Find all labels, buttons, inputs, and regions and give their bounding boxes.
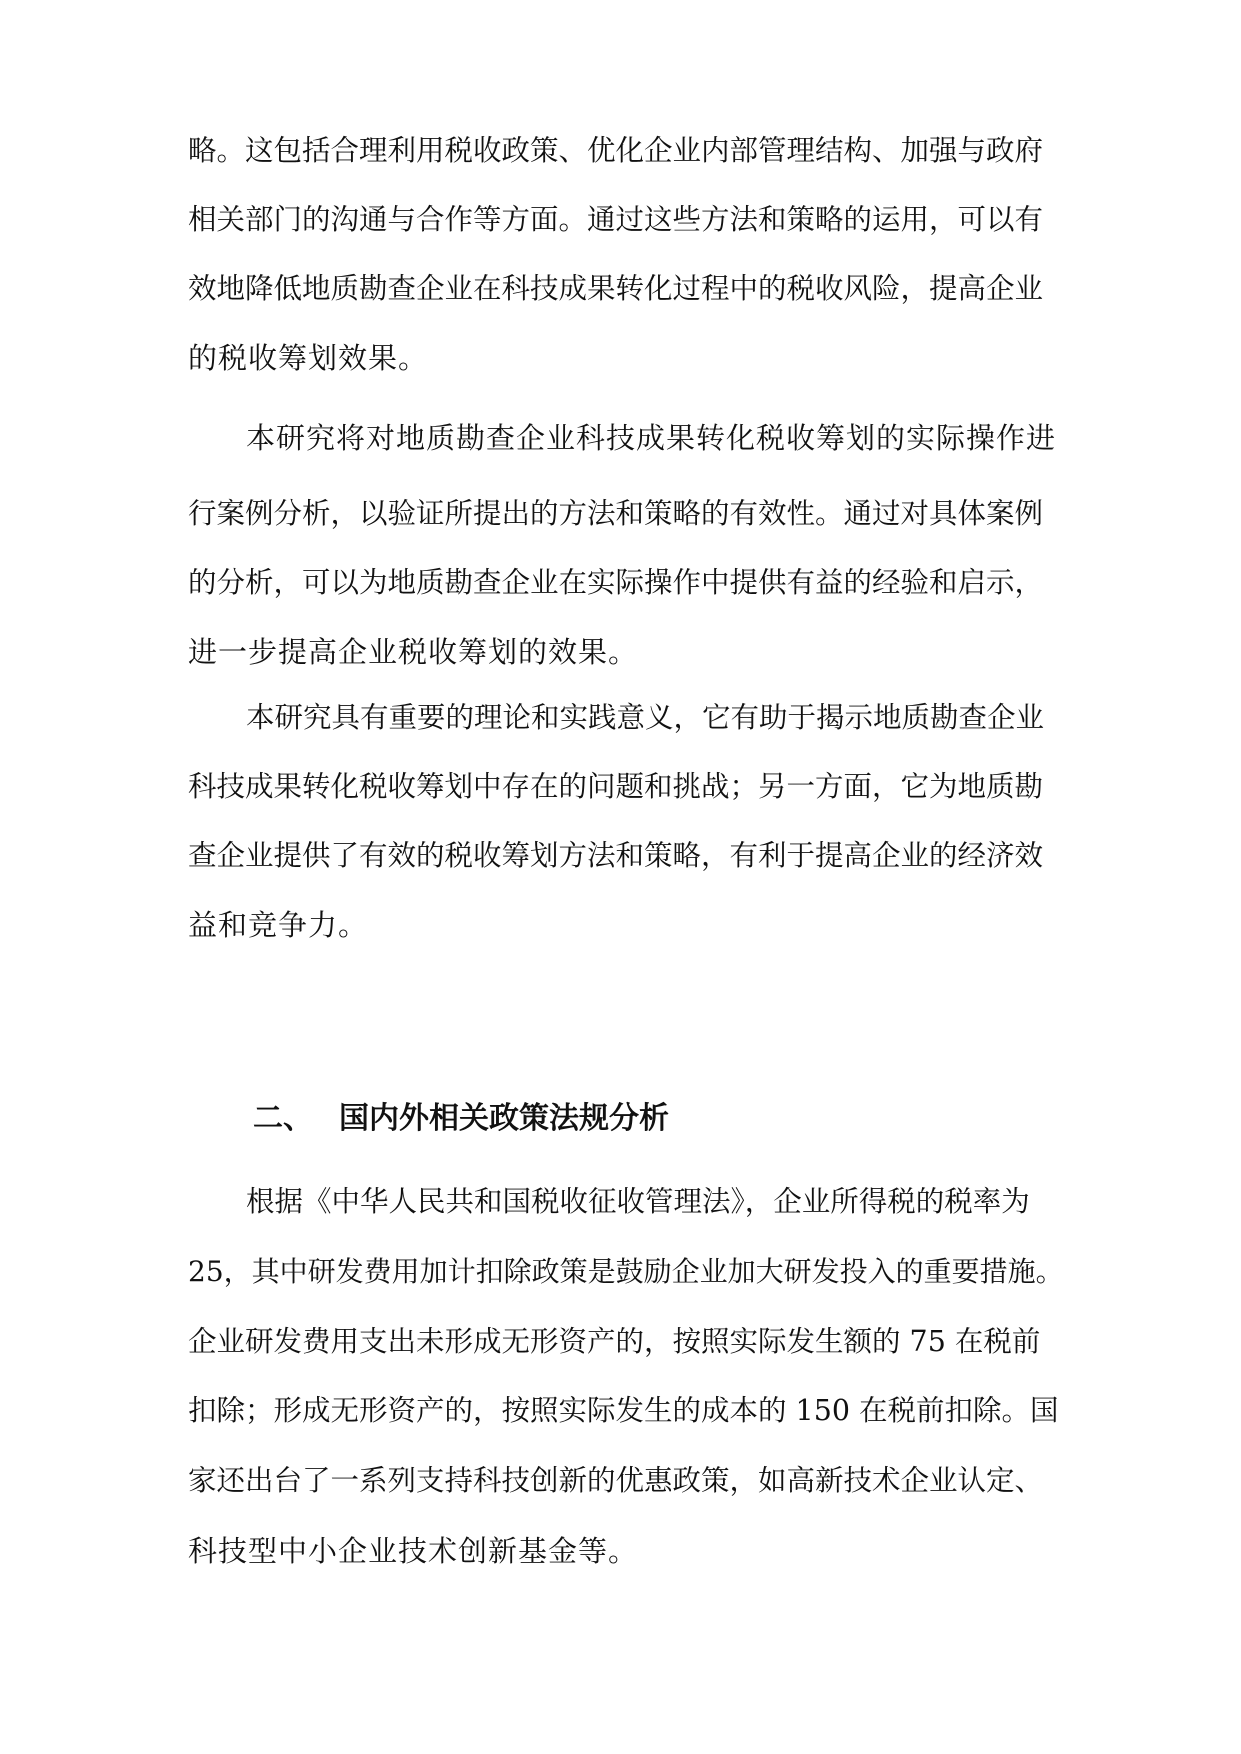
section-paragraph-line-3: 企业研发费用支出未形成无形资产的，按照实际发生额的 75 在税前 [188,1325,1041,1358]
section-heading [253,1097,669,1141]
paragraph-2-line-1: 本研究将对地质勘查企业科技成果转化税收筹划的实际操作进 [246,421,1057,455]
section-paragraph-line-2: 25，其中研发费用加计扣除政策是鼓励企业加大研发投入的重要措施。 [188,1255,1064,1288]
paragraph-3-line-4: 益和竞争力。 [188,908,369,942]
section-paragraph-line-5: 家还出台了一系列支持科技创新的优惠政策，如高新技术企业认定、 [188,1464,1044,1497]
section-number: 二、 [253,1101,313,1136]
section-paragraph-line-1: 根据《中华人民共和国税收征收管理法》，企业所得税的税率为 [246,1185,1030,1218]
paragraph-2-line-2: 行案例分析，以验证所提出的方法和策略的有效性。通过对具体案例 [188,497,1044,530]
section-paragraph-line-4: 扣除；形成无形资产的，按照实际发生的成本的 150 在税前扣除。国 [188,1394,1059,1427]
paragraph-3-line-1: 本研究具有重要的理论和实践意义，它有助于揭示地质勘查企业 [246,701,1045,734]
section-title: 国内外相关政策法规分析 [339,1101,669,1136]
paragraph-1-line-1: 略。这包括合理利用税收政策、优化企业内部管理结构、加强与政府 [188,134,1044,167]
paragraph-3-line-3: 查企业提供了有效的税收筹划方法和策略，有利于提高企业的经济效 [188,839,1044,872]
paragraph-1-line-3: 效地降低地质勘查企业在科技成果转化过程中的税收风险，提高企业 [188,272,1044,305]
paragraph-2-line-4: 进一步提高企业税收筹划的效果。 [188,635,639,669]
paragraph-3-line-2: 科技成果转化税收筹划中存在的问题和挑战；另一方面，它为地质勘 [188,770,1044,803]
section-paragraph-line-6: 科技型中小企业技术创新基金等。 [188,1534,639,1568]
paragraph-1-line-4: 的税收筹划效果。 [188,341,429,375]
paragraph-2-line-3: 的分析，可以为地质勘查企业在实际操作中提供有益的经验和启示， [188,566,1044,599]
paragraph-1-line-2: 相关部门的沟通与合作等方面。通过这些方法和策略的运用，可以有 [188,203,1044,236]
